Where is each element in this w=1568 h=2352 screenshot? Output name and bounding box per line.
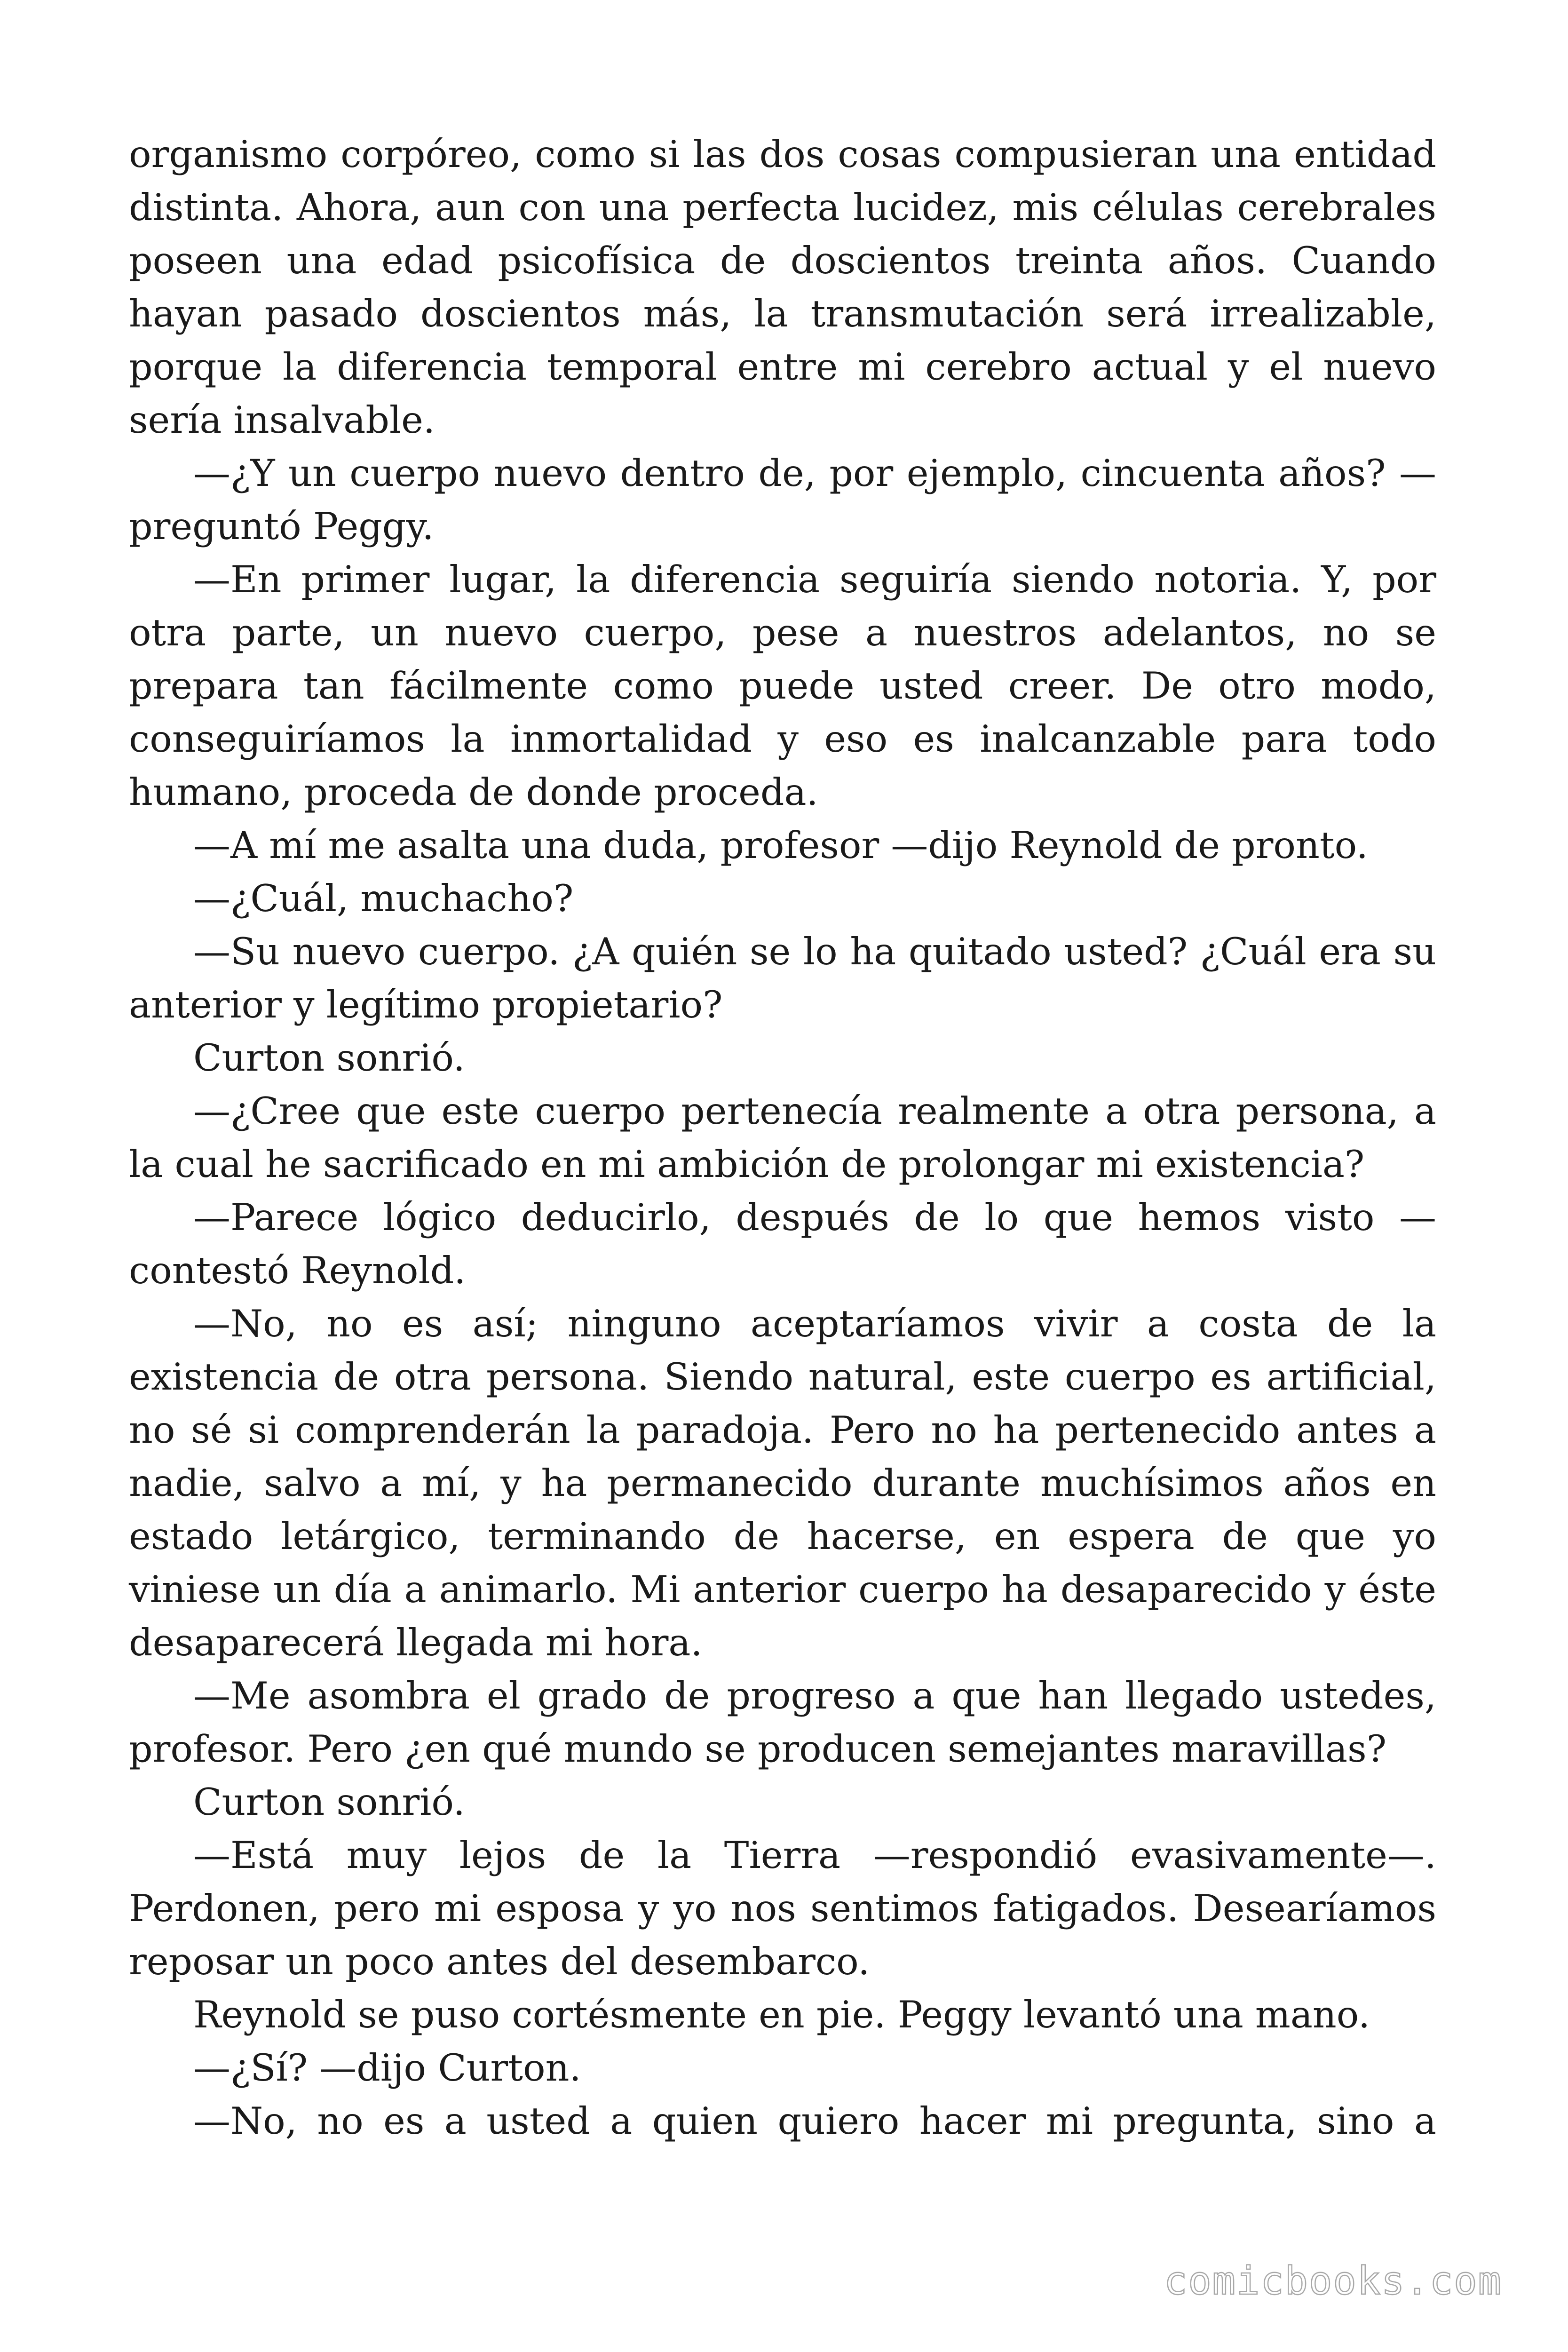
paragraph: Curton sonrió.	[193, 1780, 465, 1824]
page-body-text	[129, 128, 1436, 2148]
paragraph: —¿Y un cuerpo nuevo dentro de, por ejemplo, cincuenta años? —preguntó Peggy.	[129, 452, 1436, 548]
paragraph: —¿Cree que este cuerpo pertenecía realmente a otra persona, a la cual he sacrificado en mi ambición de prolongar mi existencia?	[129, 1089, 1436, 1186]
paragraph: organismo corpóreo, como si las dos cosas compusieran una entidad distinta. Ahora, aun con una perfecta lucidez, mis células cerebrales poseen una edad psicofísica de doscientos treinta años. Cuando hayan pasado doscientos más, la transmutación será irrealizable, porque la diferencia temporal entre mi cerebro actual y el nuevo sería insalvable.	[129, 133, 1436, 442]
paragraph: —No, no es a usted a quien quiero hacer mi pregunta, sino a	[193, 2099, 1436, 2143]
paragraph: —Está muy lejos de la Tierra —respondió evasivamente—. Perdonen, pero mi esposa y yo nos sentimos fatigados. Desearíamos reposar un poco antes del desembarco.	[129, 1834, 1436, 1983]
paragraph: —¿Cuál, muchacho?	[193, 877, 574, 920]
paragraph: —Su nuevo cuerpo. ¿A quién se lo ha quitado usted? ¿Cuál era su anterior y legítimo propietario?	[129, 930, 1436, 1026]
paragraph: —A mí me asalta una duda, profesor —dijo Reynold de pronto.	[193, 824, 1368, 867]
paragraph: —Parece lógico deducirlo, después de lo que hemos visto — contestó Reynold.	[129, 1196, 1436, 1292]
watermark: comicbooks.com	[1164, 2259, 1502, 2304]
paragraph: Reynold se puso cortésmente en pie. Peggy levantó una mano.	[193, 1993, 1370, 2036]
paragraph: —En primer lugar, la diferencia seguiría siendo notoria. Y, por otra parte, un nuevo cuerpo, pese a nuestros adelantos, no se prepara tan fácilmente como puede usted creer. De otro modo, conseguiríamos la inmortalidad y eso es inalcanzable para todo humano, proceda de donde proceda.	[129, 558, 1436, 814]
paragraph: Curton sonrió.	[193, 1036, 465, 1080]
paragraph: —No, no es así; ninguno aceptaríamos vivir a costa de la existencia de otra persona. Siendo natural, este cuerpo es artificial, no sé si comprenderán la paradoja. Pero no ha pertenecido antes a nadie, salvo a mí, y ha permanecido durante muchísimos años en estado letárgico, terminando de hacerse, en espera de que yo viniese un día a animarlo. Mi anterior cuerpo ha desaparecido y éste desaparecerá llegada mi hora.	[129, 1302, 1436, 1664]
paragraph: —Me asombra el grado de progreso a que han llegado ustedes, profesor. Pero ¿en qué mundo se producen semejantes maravillas?	[129, 1674, 1436, 1771]
paragraph: —¿Sí? —dijo Curton.	[193, 2046, 581, 2090]
